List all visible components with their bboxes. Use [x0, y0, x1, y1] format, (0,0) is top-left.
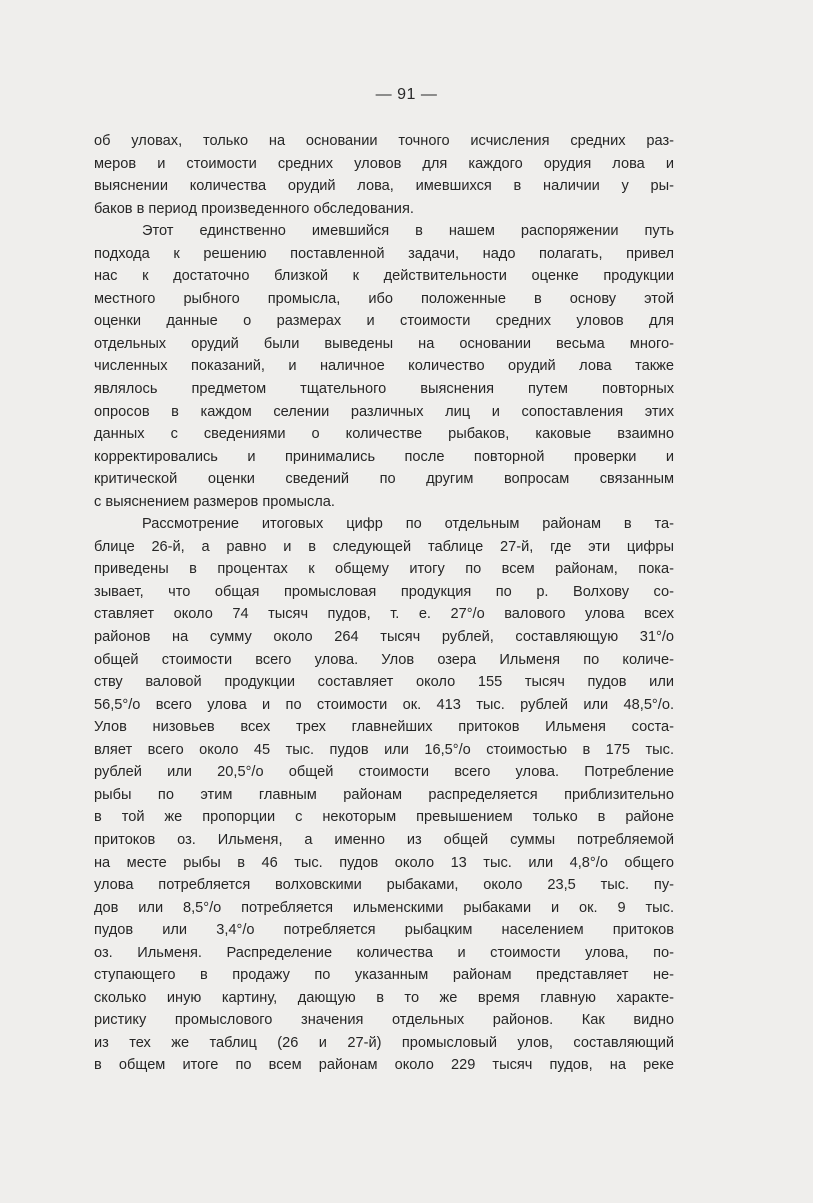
text-line: отдельных орудий были выведены на основании весьма много- [94, 335, 674, 352]
text-line: рублей или 20,5°/о общей стоимости всего улова. Потребление [94, 764, 674, 781]
text-line: улова потребляется волховскими рыбаками, около 23,5 тыс. пу- [94, 877, 674, 894]
text-line: приведены в процентах к общему итогу по всем районам, пока- [94, 561, 674, 578]
text-line: ставляет около 74 тысяч пудов, т. е. 27°/о валового улова всех [94, 606, 674, 623]
text-line: сколько иную картину, дающую в то же время главную характе- [94, 989, 674, 1006]
text-line: дов или 8,5°/о потребляется ильменскими рыбаками и ок. 9 тыс. [94, 899, 674, 916]
text-line: 56,5°/о всего улова и по стоимости ок. 413 тыс. рублей или 48,5°/о. [94, 696, 674, 713]
body-text [94, 130, 674, 1077]
text-line: в общем итоге по всем районам около 229 тысяч пудов, на реке [94, 1057, 674, 1074]
paragraph [94, 130, 674, 220]
text-line: Этот единственно имевшийся в нашем распоряжении путь [142, 223, 674, 240]
paragraph [94, 513, 674, 1077]
text-line: блице 26-й, а равно и в следующей таблице 27-й, где эти цифры [94, 538, 674, 555]
text-line: вляет всего около 45 тыс. пудов или 16,5°/о стоимостью в 175 тыс. [94, 741, 674, 758]
text-line: данных с сведениями о количестве рыбаков, каковые взаимно [94, 426, 674, 443]
text-line: рыбы по этим главным районам распределяется приблизительно [94, 786, 674, 803]
text-line: пудов или 3,4°/о потребляется рыбацким населением притоков [94, 922, 674, 939]
paragraph [94, 220, 674, 513]
text-line: опросов в каждом селении различных лиц и сопоставления этих [94, 403, 674, 420]
text-line: подхода к решению поставленной задачи, надо полагать, привел [94, 245, 674, 262]
text-line: местного рыбного промысла, ибо положенные в основу этой [94, 290, 674, 307]
text-line: критической оценки сведений по другим вопросам связанным [94, 471, 674, 488]
text-line: районов на сумму около 264 тысяч рублей, составляющую 31°/о [94, 629, 674, 646]
page-number-header: — 91 — [375, 86, 438, 103]
text-line: об уловах, только на основании точного исчисления средних раз- [94, 133, 674, 149]
text-line: оз. Ильменя. Распределение количества и стоимости улова, по- [94, 944, 674, 961]
text-line: общей стоимости всего улова. Улов озера Ильменя по количе- [94, 651, 674, 668]
text-line: ристику промыслового значения отдельных районов. Как видно [94, 1012, 674, 1029]
text-line: являлось предметом тщательного выяснения путем повторных [94, 381, 674, 398]
text-line: в той же пропорции с некоторым превышением только в районе [94, 809, 674, 826]
text-line: выяснении количества орудий лова, имевшихся в наличии у ры- [94, 178, 674, 195]
text-line: зывает, что общая промысловая продукция по р. Волхову со- [94, 583, 674, 600]
text-line: Улов низовьев всех трех главнейших притоков Ильменя соста- [94, 719, 674, 736]
text-line: Рассмотрение итоговых цифр по отдельным районам в та- [142, 516, 674, 533]
text-line: на месте рыбы в 46 тыс. пудов около 13 тыс. или 4,8°/о общего [94, 854, 674, 871]
text-line: ству валовой продукции составляет около 155 тысяч пудов или [94, 674, 674, 691]
text-line: меров и стоимости средних уловов для каждого орудия лова и [94, 155, 674, 172]
text-line: из тех же таблиц (26 и 27-й) промысловый улов, составляющий [94, 1034, 674, 1051]
text-line: ступающего в продажу по указанным районам представляет не- [94, 967, 674, 984]
text-line: нас к достаточно близкой к действительности оценке продукции [94, 268, 674, 285]
text-line: корректировались и принимались после повторной проверки и [94, 448, 674, 465]
text-line: баков в период произведенного обследования. [94, 200, 414, 217]
text-line: численных показаний, и наличное количество орудий лова также [94, 358, 674, 375]
text-line: оценки данные о размерах и стоимости средних уловов для [94, 313, 674, 330]
text-line: с выяснением размеров промысла. [94, 493, 335, 510]
text-line: притоков оз. Ильменя, а именно из общей суммы потребляемой [94, 831, 674, 848]
